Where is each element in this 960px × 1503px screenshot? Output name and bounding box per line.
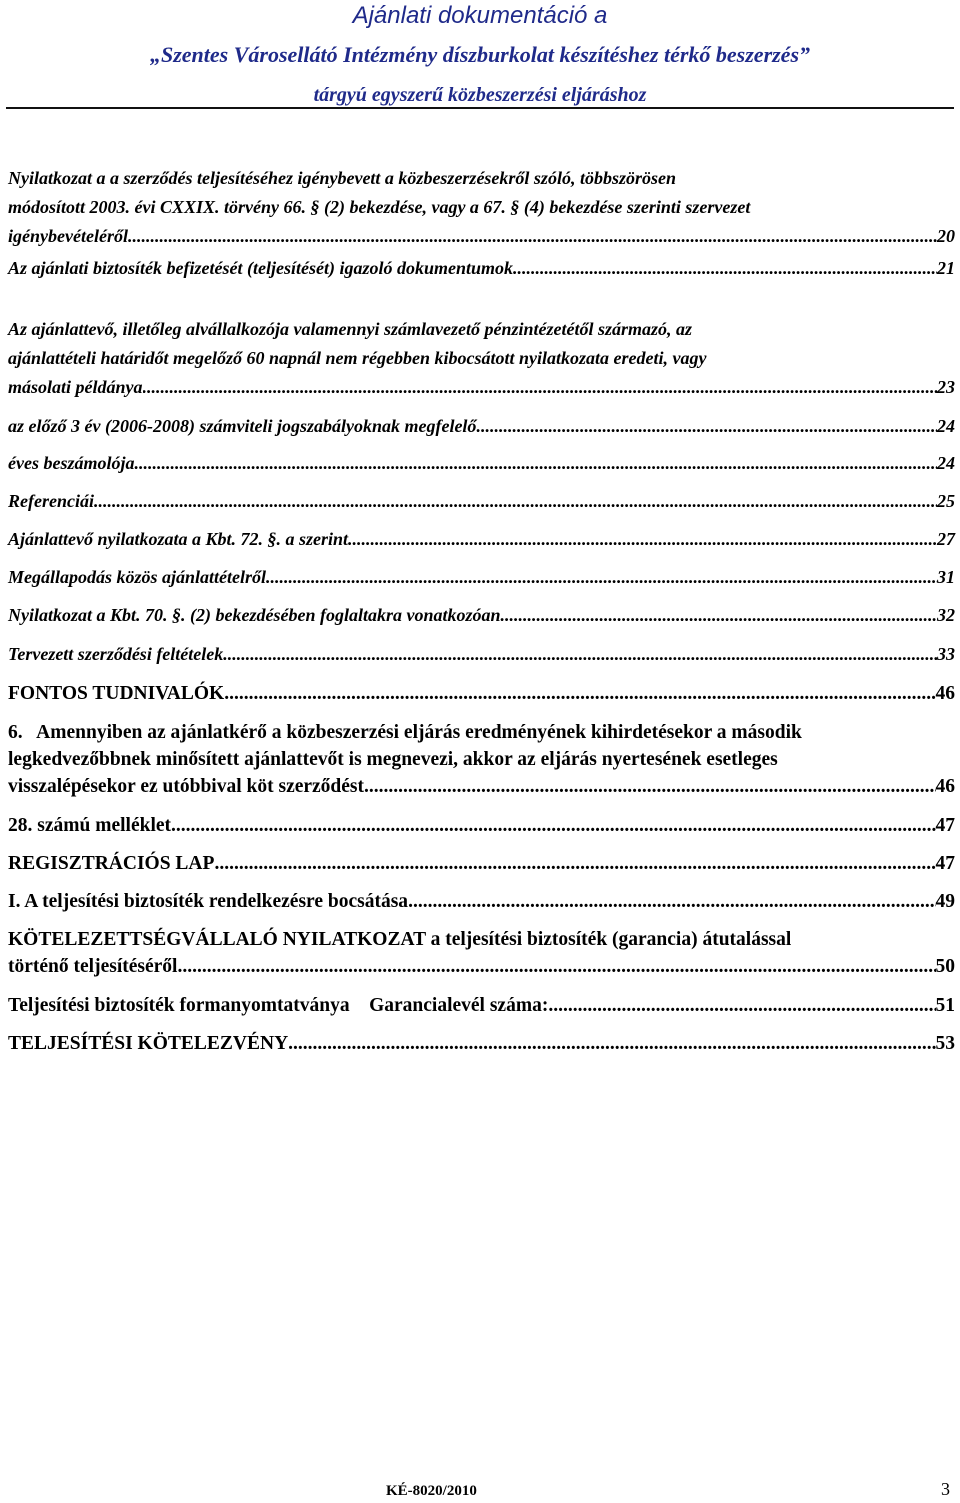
toc-entry-title: az előző 3 év (2006-2008) számviteli jogszabályoknak megfelelő	[8, 416, 477, 436]
document-subtitle-2: tárgyú egyszerű közbeszerzési eljáráshoz	[313, 84, 647, 106]
toc-entry-title: FONTOS TUDNIVALÓK	[8, 683, 225, 704]
toc-page-number: 33	[937, 644, 955, 664]
toc-entry-title: I. A teljesítési biztosíték rendelkezésre bocsátása	[8, 891, 409, 912]
toc-entry-eves-beszamolo[interactable]	[8, 449, 955, 478]
toc-entry-referenciai[interactable]	[8, 487, 955, 516]
toc-dot-leader	[128, 222, 937, 251]
toc-dot-leader	[548, 992, 935, 1019]
toc-entry-line: Az ajánlattevő, illetőleg alvállalkozója valamennyi számlavezető pénzintézetétől származó, az	[8, 319, 692, 339]
toc-entry-line: legkedvezőbbnek minősített ajánlattevőt is megnevezi, akkor az eljárás nyertesének esetleges	[8, 749, 778, 770]
toc-entry-title: Tervezett szerződési feltételek	[8, 644, 224, 664]
toc-dot-leader	[224, 680, 935, 707]
toc-entry-line: KÖTELEZETTSÉGVÁLLALÓ NYILATKOZAT a teljesítési biztosíték (garancia) átutalással	[8, 929, 792, 950]
header-divider	[6, 107, 954, 109]
toc-entry-title: Teljesítési biztosíték formanyomtatványa Garancialevél száma:	[8, 995, 549, 1016]
toc-dot-leader	[134, 449, 937, 478]
toc-entry-title: Megállapodás közös ajánlattételről	[8, 567, 267, 587]
footer-page-number: 3	[941, 1479, 950, 1499]
toc-dot-leader	[476, 412, 937, 441]
document-title: Ajánlati dokumentáció a	[352, 2, 608, 29]
toc-entry-teljesitesi-kotelezveny[interactable]	[8, 1030, 955, 1057]
toc-entry-kbt-70[interactable]	[8, 601, 955, 630]
toc-entry-title: visszalépésekor ez utóbbival köt szerződést.	[8, 776, 369, 797]
toc-entry-title: történő teljesítéséről	[8, 956, 178, 977]
toc-dot-leader	[266, 563, 937, 592]
toc-dot-leader	[288, 1030, 935, 1057]
toc-entry-title: TELJESÍTÉSI KÖTELEZVÉNY	[8, 1033, 289, 1054]
toc-entry-line: 6. Amennyiben az ajánlatkérő a közbeszerzési eljárás eredményének kihirdetésekor a második	[8, 722, 802, 743]
toc-dot-leader	[348, 525, 937, 554]
footer-doc-number: KÉ-8020/2010	[386, 1483, 477, 1499]
toc-entry-regisztracios-lap[interactable]	[8, 850, 955, 877]
toc-dot-leader	[94, 487, 937, 516]
toc-dot-leader	[171, 812, 935, 839]
toc-page-number: 23	[937, 377, 955, 397]
toc-entry-title: Az ajánlati biztosíték befizetését (teljesítését) igazoló dokumentumok	[8, 258, 513, 278]
toc-entry-6-amennyiben[interactable]	[8, 719, 955, 800]
toc-page-number: 51	[935, 995, 955, 1016]
toc-entry-formanyomtatvany[interactable]	[8, 992, 955, 1019]
toc-entry-title: másolati példánya	[8, 377, 143, 397]
toc-dot-leader	[408, 888, 935, 915]
toc-dot-leader	[143, 373, 938, 402]
toc-page-number: 25	[937, 491, 955, 511]
toc-dot-leader	[500, 601, 937, 630]
toc-entry-title: éves beszámolója	[8, 453, 135, 473]
toc-page-number: 20	[937, 226, 955, 246]
toc-page-number: 27	[937, 529, 955, 549]
toc-dot-leader	[214, 850, 935, 877]
toc-dot-leader	[223, 640, 937, 669]
toc-entry-line: ajánlattételi határidőt megelőző 60 napnál nem régebben kibocsátott nyilatkozata eredeti, vagy	[8, 348, 707, 368]
toc-entry-ajanlati-biztositek[interactable]	[8, 254, 955, 283]
toc-entry-title: igénybevételéről	[8, 226, 128, 246]
toc-dot-leader	[369, 773, 936, 800]
toc-entry-fontos-tudnivalok[interactable]	[8, 680, 955, 707]
toc-page-number: 46	[935, 683, 955, 704]
toc-page-number: 24	[937, 453, 955, 473]
toc-entry-tervezett-feltetelek[interactable]	[8, 640, 955, 669]
toc-entry-elozo-3-ev[interactable]	[8, 412, 955, 441]
toc-page-number: 32	[937, 605, 955, 625]
toc-page-number: 24	[937, 416, 955, 436]
toc-entry-28-melleklet[interactable]	[8, 812, 955, 839]
toc-page-number: 50	[935, 956, 955, 977]
toc-entry-megallapodas[interactable]	[8, 563, 955, 592]
toc-entry-nyilatkozat-igenybevetel[interactable]	[8, 164, 955, 251]
toc-entry-title: Ajánlattevő nyilatkozata a Kbt. 72. §. a szerint	[8, 529, 349, 549]
toc-entry-teljesitesi-biztositek[interactable]	[8, 888, 955, 915]
toc-entry-title: REGISZTRÁCIÓS LAP	[8, 853, 215, 874]
toc-entry-penzintezet-nyilatkozat[interactable]	[8, 315, 955, 402]
toc-entry-line: Nyilatkozat a a szerződés teljesítéséhez igénybevett a közbeszerzésekről szóló, többszörösen	[8, 168, 676, 188]
toc-page-number: 47	[935, 853, 955, 874]
toc-entry-title: Referenciái	[8, 491, 94, 511]
toc-entry-title: 28. számú melléklet	[8, 815, 172, 836]
toc-entry-kotelezettsegvallalo[interactable]	[8, 926, 955, 980]
document-subtitle: „Szentes Városellátó Intézmény díszburkolat készítéshez térkő beszerzés”	[149, 42, 811, 67]
toc-entry-line: módosított 2003. évi CXXIX. törvény 66. § (2) bekezdése, vagy a 67. § (4) bekezdése szerinti szervezet	[8, 197, 751, 217]
toc-page-number: 49	[935, 891, 955, 912]
toc-dot-leader	[177, 953, 935, 980]
toc-page-number: 47	[935, 815, 955, 836]
toc-entry-ajanlattevo-nyilatkozata[interactable]	[8, 525, 955, 554]
toc-entry-title: Nyilatkozat a Kbt. 70. §. (2) bekezdésében foglaltakra vonatkozóan	[8, 605, 501, 625]
toc-page-number: 46	[935, 776, 955, 797]
toc-page-number: 53	[935, 1033, 955, 1054]
toc-page-number: 21	[937, 258, 955, 278]
toc-dot-leader	[513, 254, 937, 283]
toc-page-number: 31	[937, 567, 955, 587]
